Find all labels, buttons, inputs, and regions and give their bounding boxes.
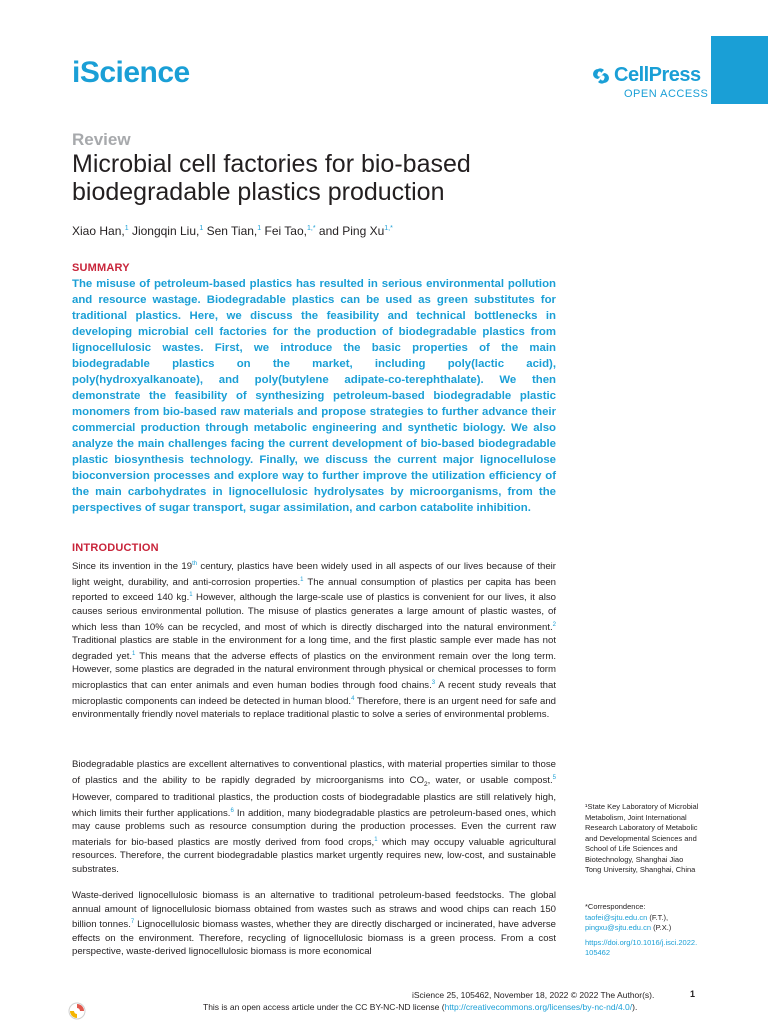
paragraph-text: Traditional plastics are stable in the environment for a long time, and the first plastic sample ever made has not degraded yet. bbox=[72, 635, 556, 662]
paragraph-text: Biodegradable plastics are excellent alternatives to conventional plastics, with material properties similar to those of plastics and the ability to be rapidly degraded by microorganisms into CO bbox=[72, 759, 556, 786]
paragraph-text: A recent study reveals that microplastic components can indeed be detected in human blood. bbox=[72, 680, 556, 707]
author-name: and Ping Xu bbox=[315, 224, 385, 238]
reference-marker[interactable]: 6 bbox=[230, 807, 234, 814]
paragraph-text: This means that the adverse effects of plastics on the environment remain over the long term. However, some plastics are degraded in the natural environment through physical or chemical processes to form microplastics that can enter animals and even human bodies through food chains. bbox=[72, 650, 556, 692]
author-affiliation-mark: 1 bbox=[257, 225, 262, 232]
article-title bbox=[72, 150, 592, 206]
author-name: Fei Tao, bbox=[261, 224, 307, 238]
doi-link[interactable]: https://doi.org/10.1016/j.isci.2022.105462 bbox=[585, 937, 698, 957]
paragraph-text: which may occupy valuable agricultural resources. Therefore, the current biodegradable plastics market urgently requires new, low-cost, and sustainable substrates. bbox=[72, 836, 556, 875]
paragraph-text: Since its invention in the 19 bbox=[72, 561, 193, 573]
reference-marker[interactable]: 7 bbox=[130, 919, 135, 925]
reference-marker[interactable]: 1 bbox=[374, 836, 378, 843]
email-1-suffix: (F.T.), bbox=[647, 912, 669, 922]
check-for-updates-icon[interactable] bbox=[68, 1002, 86, 1020]
license-prefix: This is an open access article under the CC BY-NC-ND license ( bbox=[203, 1002, 445, 1012]
subscript: 2 bbox=[424, 780, 428, 788]
paragraph-text: Lignocellulosic biomass wastes, whether they are directly discharged or incinerated, have adverse effects on the environment. Therefore, recycling of lignocellulosic biomass is a green process. From a cost perspective, waste-derived lignocellulosic biomass is more economical bbox=[72, 919, 556, 958]
paragraph-text: , water, or usable compost. bbox=[427, 774, 553, 786]
intro-paragraph-1 bbox=[72, 558, 556, 722]
author-affiliation-mark: 1 bbox=[199, 225, 204, 232]
reference-marker[interactable]: 4 bbox=[351, 695, 355, 702]
author-affiliation-mark: 1,* bbox=[307, 225, 316, 232]
cellpress-logo-icon bbox=[591, 66, 611, 86]
introduction-heading: INTRODUCTION bbox=[72, 542, 159, 554]
reference-marker[interactable]: 2 bbox=[552, 621, 556, 628]
author-name: Sen Tian, bbox=[203, 224, 258, 238]
license-line bbox=[203, 1002, 637, 1012]
paragraph-text: Waste-derived lignocellulosic biomass is an alternative to traditional petroleum-based feedstocks. The global annual amount of lignocellulosic biomass obtained from wastes such as straws and wood chips can reach 150 billion tonnes. bbox=[72, 890, 556, 931]
intro-paragraph-3 bbox=[72, 889, 556, 959]
open-access-label: OPEN ACCESS bbox=[624, 88, 709, 100]
reference-marker[interactable]: 1 bbox=[132, 650, 136, 657]
author-affiliation-mark: 1 bbox=[124, 225, 129, 232]
paragraph-text: The annual consumption of plastics per capita has been reported to exceed 140 kg. bbox=[72, 576, 557, 604]
paragraph-text: century, plastics have been widely used in all aspects of our lives because of their light weight, durability, and anti-corrosion properties. bbox=[72, 561, 556, 588]
paragraph-text: In addition, many biodegradable plastics are petroleum-based ones, which may cause problems such as resource consumption during the production processes. Even the current raw materials for bio-based plastics are mostly derived from food crops, bbox=[72, 807, 556, 848]
email-2-suffix: (P.X.) bbox=[651, 923, 672, 932]
paragraph-text: Therefore, there is an urgent need for safe and environmentally friendly novel materials to replace traditional plastic to solve a series of environmental problems. bbox=[72, 695, 557, 721]
summary-text: The misuse of petroleum-based plastics has resulted in serious environmental pollution and resource wastage. Biodegradable plastics can be used as green substitutes for traditional plastics. Here, we discuss the feasibility and technical bottlenecks in developing microbial cell factories for the production of biodegradable plastics from lignocellulosic wastes. First, we introduce the basic properties of the main biodegradable plastics on the market, including poly(lactic acid), poly(hydroxyalkanoate), and poly(butylene adipate-co-terephthalate). We then demonstrate the feasibility of synthesizing petroleum-based biodegradable plastic monomers from bio-based raw materials and propose strategies to further advance their commercial production through metabolic engineering and synthetic biology. We also analyze the main challenges facing the current development of bio-based biodegradable plastic biosynthesis technology. Finally, we discuss the current major lignocellulose bioconversion processes and explore way to further improve the utilization efficiency of the main carbohydrates in lignocellulosic hydrolysates by microorganisms, from the perspectives of sugar transport, sugar assimilation, and carbon catabolite inhibition. bbox=[72, 278, 556, 514]
title-line-2: biodegradable plastics production bbox=[72, 178, 445, 206]
correspondence-block bbox=[585, 902, 700, 959]
author-name: Xiao Han, bbox=[72, 224, 125, 238]
paragraph-text: However, although the large-scale use of plastics is convenient for our lives, it also causes serious environmental pollution. The misuse of plastics generates a large amount of plastic wastes, of which less than 10% can be recycled, and most of which is directly discharged into the natural environment. bbox=[72, 592, 556, 633]
publisher-logo[interactable] bbox=[591, 64, 701, 87]
reference-marker[interactable]: 1 bbox=[189, 592, 193, 599]
reference-marker[interactable]: 1 bbox=[300, 576, 304, 583]
license-link[interactable]: http://creativecommons.org/licenses/by-nc-nd/4.0/ bbox=[444, 1002, 633, 1012]
title-line-1: Microbial cell factories for bio-based bbox=[72, 150, 471, 178]
reference-marker[interactable]: 5 bbox=[552, 774, 556, 781]
article-type: Review bbox=[72, 130, 131, 149]
license-suffix: ). bbox=[632, 1002, 638, 1012]
affiliation-note: ¹State Key Laboratory of Microbial Metabolism, Joint International Research Laboratory of Metabolic and Developmental Sciences and School of Life Sciences and Biotechnology, Shanghai Jiao Tong University, Shanghai, China bbox=[585, 802, 699, 874]
intro-paragraph-2 bbox=[72, 758, 556, 876]
paragraph-text: However, compared to traditional plastics, the production costs of biodegradable plastics are still relatively high, which limits their further applications. bbox=[72, 792, 556, 819]
author-affiliation-mark: 1,* bbox=[384, 225, 393, 232]
summary-heading: SUMMARY bbox=[72, 262, 130, 274]
correspondence-label: *Correspondence: bbox=[585, 902, 646, 911]
reference-marker[interactable]: th bbox=[192, 561, 198, 567]
brand-color-block bbox=[711, 36, 768, 104]
email-link-2[interactable]: pingxu@sjtu.edu.cn bbox=[585, 923, 651, 932]
author-list bbox=[72, 224, 393, 238]
reference-marker[interactable]: 3 bbox=[431, 679, 436, 686]
publisher-name: CellPress bbox=[614, 64, 701, 86]
citation-footer: iScience 25, 105462, November 18, 2022 © 2022 The Author(s). bbox=[412, 990, 655, 1000]
page-number: 1 bbox=[690, 989, 696, 999]
email-link-1[interactable]: taofei@sjtu.edu.cn bbox=[585, 912, 648, 922]
author-name: Jiongqin Liu, bbox=[128, 224, 200, 238]
journal-name: iScience bbox=[72, 56, 190, 89]
